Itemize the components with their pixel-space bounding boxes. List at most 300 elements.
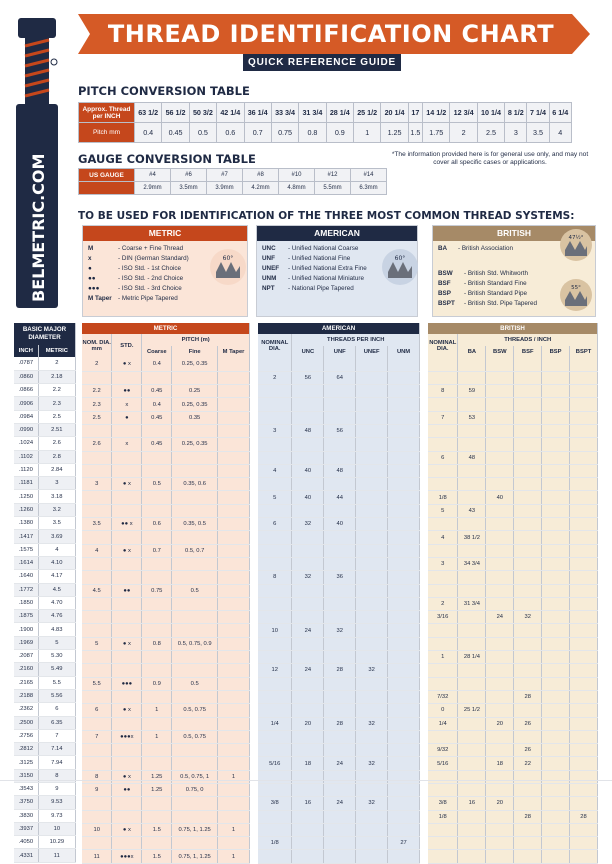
nomdia-cell: 1/4 [428,717,458,730]
nomdia-cell [258,557,292,570]
unf-cell [324,544,356,557]
unc-cell: 16 [292,797,324,810]
table-row [258,504,420,517]
table-row [14,463,76,476]
fine-cell [172,810,218,823]
std-cell [112,810,142,823]
nomdia-cell [82,464,112,477]
fine-cell: 0.5, 0.75, 1 [172,770,218,783]
bspt-cell [570,677,598,690]
inch-cell: .1900 [14,623,38,636]
nomdia-cell: 4.5 [82,584,112,597]
table-row [14,636,76,649]
mtaper-cell [218,544,250,557]
metric-col-mtaper: M Taper [218,346,250,358]
mtaper-cell: 1 [218,850,250,863]
unef-cell [356,597,388,610]
ba-cell [458,371,486,384]
legend-key: M [88,245,94,252]
british-head: BRITISH [428,323,598,334]
unf-cell: 28 [324,717,356,730]
unf-cell [324,784,356,797]
unf-cell [324,837,356,850]
table-row [428,544,598,557]
coarse-cell [142,757,172,770]
legend-american-title: AMERICAN [257,226,417,241]
bsw-cell [486,531,514,544]
metric-col-std: STD. [112,334,142,358]
unf-cell [324,451,356,464]
nomdia-cell [258,677,292,690]
unc-cell [292,385,324,398]
table-row [258,837,420,850]
nomdia-cell [428,464,458,477]
nomdia-cell: 5/16 [428,757,458,770]
metric-mm-cell: 2.51 [38,423,75,436]
unf-cell: 32 [324,624,356,637]
nomdia-cell [258,584,292,597]
unc-cell [292,544,324,557]
unm-cell [388,651,420,664]
inch-cell: .3830 [14,809,38,822]
fine-cell: 0.25, 0.35 [172,358,218,371]
coarse-cell [142,571,172,584]
std-cell: ●● [112,385,142,398]
table-row [258,518,420,531]
bsp-cell [542,544,570,557]
coarse-cell: 1 [142,704,172,717]
unm-cell [388,411,420,424]
fine-cell [172,651,218,664]
bspt-cell [570,584,598,597]
table-row [258,557,420,570]
pitch-mm-cell: 1.5 [408,123,422,143]
metric-mm-cell: 5.5 [38,676,75,689]
ba-cell [458,478,486,491]
unef-cell [356,611,388,624]
pitch-tpi-cell: 12 3/4 [450,103,477,123]
fine-cell [172,571,218,584]
table-row [258,730,420,743]
mtaper-cell [218,438,250,451]
table-row [82,584,250,597]
fine-cell [172,611,218,624]
table-row [14,543,76,556]
american-col-threads: THREADS PER INCH [292,334,420,346]
pitch-tpi-cell: 36 1/4 [244,103,271,123]
fine-cell: 0.5, 0.7 [172,544,218,557]
bsf-cell [514,371,542,384]
american-table [258,323,420,864]
unc-cell [292,677,324,690]
std-cell: ● x [112,637,142,650]
unf-cell [324,850,356,863]
bsw-cell [486,690,514,703]
unf-cell: 48 [324,464,356,477]
inch-cell: .2812 [14,743,38,756]
basic-head: BASIC MAJOR DIAMETER [14,323,76,345]
unc-cell [292,690,324,703]
unef-cell: 32 [356,757,388,770]
bsw-cell [486,518,514,531]
legend-key: BSW [438,270,453,277]
inch-cell: .2188 [14,689,38,702]
unf-cell: 40 [324,518,356,531]
bsf-cell [514,797,542,810]
pitch-tpi-label: Approx. Thread per INCH [79,103,135,123]
unm-cell [388,571,420,584]
unm-cell [388,797,420,810]
nomdia-cell: 1/8 [428,491,458,504]
bsp-cell [542,611,570,624]
pitch-tpi-cell: 31 3/4 [299,103,326,123]
table-row [428,491,598,504]
pitch-mm-cell: 0.8 [299,123,326,143]
std-cell [112,757,142,770]
bspt-cell [570,730,598,743]
bspt-cell [570,637,598,650]
nomdia-cell [428,784,458,797]
ba-cell [458,770,486,783]
unc-cell [292,451,324,464]
nomdia-cell [428,637,458,650]
nomdia-cell: 9/32 [428,744,458,757]
unc-cell [292,837,324,850]
unm-cell [388,637,420,650]
unm-cell [388,770,420,783]
bsw-cell [486,651,514,664]
unf-cell [324,411,356,424]
legend-desc: - Unified National Extra Fine [288,265,367,272]
metric-col-fine: Fine [172,346,218,358]
british-table [428,323,598,864]
metric-mm-cell: 10 [38,822,75,835]
legend-desc: - ISO Std. - 3rd Choice [118,285,182,292]
metric-mm-cell: 6 [38,703,75,716]
inch-cell: .0787 [14,357,38,370]
coarse-cell [142,531,172,544]
metric-mm-cell: 8 [38,769,75,782]
std-cell: ●●●x [112,730,142,743]
nomdia-cell [258,744,292,757]
unm-cell [388,451,420,464]
ba-cell [458,491,486,504]
table-row [428,810,598,823]
fine-cell: 0.25, 0.35 [172,438,218,451]
metric-mm-cell: 3.5 [38,517,75,530]
metric-mm-cell: 2 [38,357,75,370]
ba-cell [458,518,486,531]
bsf-cell [514,478,542,491]
american-head: AMERICAN [258,323,420,334]
unf-cell: 28 [324,664,356,677]
unm-cell [388,438,420,451]
table-row [14,809,76,822]
unm-cell [388,757,420,770]
bsw-cell [486,478,514,491]
table-row [82,744,250,757]
std-cell: x [112,438,142,451]
table-row [82,797,250,810]
table-row [428,531,598,544]
table-row [428,717,598,730]
gauge-mm-cell: 3.5mm [171,182,207,195]
metric-head: METRIC [82,323,250,334]
mtaper-cell [218,797,250,810]
inch-cell: .0990 [14,423,38,436]
bsw-cell [486,557,514,570]
ba-cell [458,757,486,770]
table-row [82,531,250,544]
nomdia-cell: 6 [82,704,112,717]
bsp-cell [542,531,570,544]
fine-cell: 0.5, 0.75, 0.9 [172,637,218,650]
nomdia-cell [428,770,458,783]
pitch-tpi-cell: 6 1/4 [549,103,571,123]
bsf-cell: 26 [514,744,542,757]
nomdia-cell: 3/8 [428,797,458,810]
coarse-cell: 0.4 [142,358,172,371]
table-row [258,744,420,757]
unef-cell [356,557,388,570]
std-cell: ● x [112,770,142,783]
nomdia-cell [258,438,292,451]
nomdia-cell [258,637,292,650]
nomdia-cell: 1/8 [428,810,458,823]
unm-cell [388,730,420,743]
bsw-cell [486,464,514,477]
ba-cell: 25 1/2 [458,704,486,717]
table-row [14,397,76,410]
unef-cell [356,504,388,517]
belmetric-logo [14,18,60,308]
gauge-number-cell: #7 [207,169,243,182]
nomdia-cell [258,478,292,491]
ba-cell [458,637,486,650]
table-row [258,424,420,437]
nomdia-cell [428,544,458,557]
inch-cell: .1640 [14,570,38,583]
fine-cell: 0.75, 1, 1.25 [172,823,218,836]
bspt-cell [570,717,598,730]
table-row [258,690,420,703]
bsp-cell [542,571,570,584]
table-row [82,850,250,863]
disclaimer: *The information provided here is for general use only, and may not cover all specific cases or applications. [391,151,589,166]
table-row [258,571,420,584]
pitch-mm-cell: 1.75 [423,123,450,143]
unm-cell [388,690,420,703]
coarse-cell [142,371,172,384]
unef-cell [356,544,388,557]
ba-cell [458,358,486,371]
bsf-cell [514,677,542,690]
metric-mm-cell: 5.49 [38,663,75,676]
table-row [428,637,598,650]
gauge-number-cell: #6 [171,169,207,182]
table-row [258,544,420,557]
table-row [82,557,250,570]
bsw-cell [486,744,514,757]
bsp-cell [542,850,570,863]
table-row [82,385,250,398]
nomdia-cell [82,611,112,624]
pitch-tpi-cell: 42 1/4 [217,103,244,123]
fine-cell: 0.25, 0.35 [172,398,218,411]
legend-desc: - British Standard Pipe [464,290,527,297]
american-thread-icon [381,248,419,286]
unc-cell: 18 [292,757,324,770]
table-row [14,410,76,423]
bspt-cell [570,411,598,424]
nomdia-cell [82,664,112,677]
unf-cell [324,504,356,517]
gauge-mm-cell: 4.8mm [279,182,315,195]
nomdia-cell: 8 [258,571,292,584]
ba-cell: 28 1/4 [458,651,486,664]
nomdia-cell: 3/16 [428,611,458,624]
pitch-mm-cell: 0.45 [162,123,189,143]
ba-cell [458,823,486,836]
pitch-tpi-cell: 56 1/2 [162,103,189,123]
table-row [14,689,76,702]
bsp-cell [542,810,570,823]
metric-mm-cell: 4.76 [38,610,75,623]
unm-cell: 27 [388,837,420,850]
unef-cell [356,677,388,690]
bspt-cell [570,837,598,850]
inch-cell: .3125 [14,756,38,769]
bsp-cell [542,478,570,491]
legend-metric-title: METRIC [83,226,247,241]
bspt-cell [570,451,598,464]
bspt-cell [570,651,598,664]
nomdia-cell [258,730,292,743]
bspt-cell [570,531,598,544]
std-cell [112,624,142,637]
bsp-cell [542,797,570,810]
table-row [82,411,250,424]
unef-cell [356,518,388,531]
unf-cell: 44 [324,491,356,504]
legend-metric [82,225,248,317]
legend-desc: - Unified National Fine [288,255,351,262]
table-row [82,757,250,770]
metric-mm-cell: 2.84 [38,463,75,476]
nomdia-cell: 3 [258,424,292,437]
page-subtitle: QUICK REFERENCE GUIDE [243,54,401,71]
fine-cell [172,717,218,730]
nomdia-cell [82,690,112,703]
nomdia-cell [82,557,112,570]
bsp-cell [542,371,570,384]
nomdia-cell: 7 [82,730,112,743]
unm-cell [388,611,420,624]
nomdia-cell: 2 [258,371,292,384]
mtaper-cell [218,478,250,491]
nomdia-cell [82,571,112,584]
nomdia-cell: 10 [258,624,292,637]
table-row [428,478,598,491]
nomdia-cell [258,398,292,411]
ba-cell: 59 [458,385,486,398]
inch-cell: .4331 [14,849,38,862]
legend-key: BSP [438,290,451,297]
bspt-cell [570,424,598,437]
unf-cell [324,730,356,743]
unf-cell [324,651,356,664]
gauge-mm-cell: 2.9mm [135,182,171,195]
legend-desc: - Unified National Miniature [288,275,364,282]
nomdia-cell [428,518,458,531]
nomdia-cell [258,451,292,464]
coarse-cell [142,451,172,464]
metric-mm-cell: 5 [38,636,75,649]
metric-mm-cell: 4.70 [38,596,75,609]
identification-title: TO BE USED FOR IDENTIFICATION OF THE THREE MOST COMMON THREAD SYSTEMS: [78,210,575,222]
bsw-cell [486,704,514,717]
unef-cell [356,784,388,797]
bsp-cell [542,438,570,451]
mtaper-cell [218,637,250,650]
metric-thread-icon [209,248,247,286]
table-row [428,784,598,797]
table-row [428,504,598,517]
bsw-cell: 24 [486,611,514,624]
table-row [82,784,250,797]
unf-cell: 24 [324,797,356,810]
nomdia-cell [82,744,112,757]
metric-mm-cell: 7 [38,729,75,742]
unf-cell [324,557,356,570]
bsp-cell [542,385,570,398]
unef-cell [356,371,388,384]
unm-cell [388,823,420,836]
bsw-cell [486,624,514,637]
unm-cell [388,810,420,823]
mtaper-cell [218,744,250,757]
mtaper-cell [218,717,250,730]
bspt-cell [570,371,598,384]
coarse-cell [142,797,172,810]
mtaper-cell [218,398,250,411]
bsf-cell: 22 [514,757,542,770]
nomdia-cell [428,850,458,863]
ba-thread-icon [559,228,593,262]
bspt-cell [570,784,598,797]
basic-col-inch: INCH [14,345,38,357]
ba-cell: 31 3/4 [458,597,486,610]
fine-cell: 0.5, 0.75 [172,730,218,743]
unef-cell [356,411,388,424]
nomdia-cell [82,624,112,637]
std-cell: ●●●x [112,850,142,863]
nomdia-cell: 5 [82,637,112,650]
legend-desc: - ISO Std. - 1st Choice [118,265,181,272]
unc-cell: 24 [292,624,324,637]
table-row [82,597,250,610]
fine-cell: 0.75, 1, 1.25 [172,850,218,863]
british-col-bsp: BSP [542,346,570,358]
bsw-cell [486,411,514,424]
unc-cell [292,398,324,411]
bsw-cell [486,424,514,437]
std-cell [112,744,142,757]
table-row [258,611,420,624]
inch-cell: .0860 [14,370,38,383]
fine-cell: 0.35, 0.6 [172,478,218,491]
pitch-mm-cell: 3.5 [527,123,549,143]
